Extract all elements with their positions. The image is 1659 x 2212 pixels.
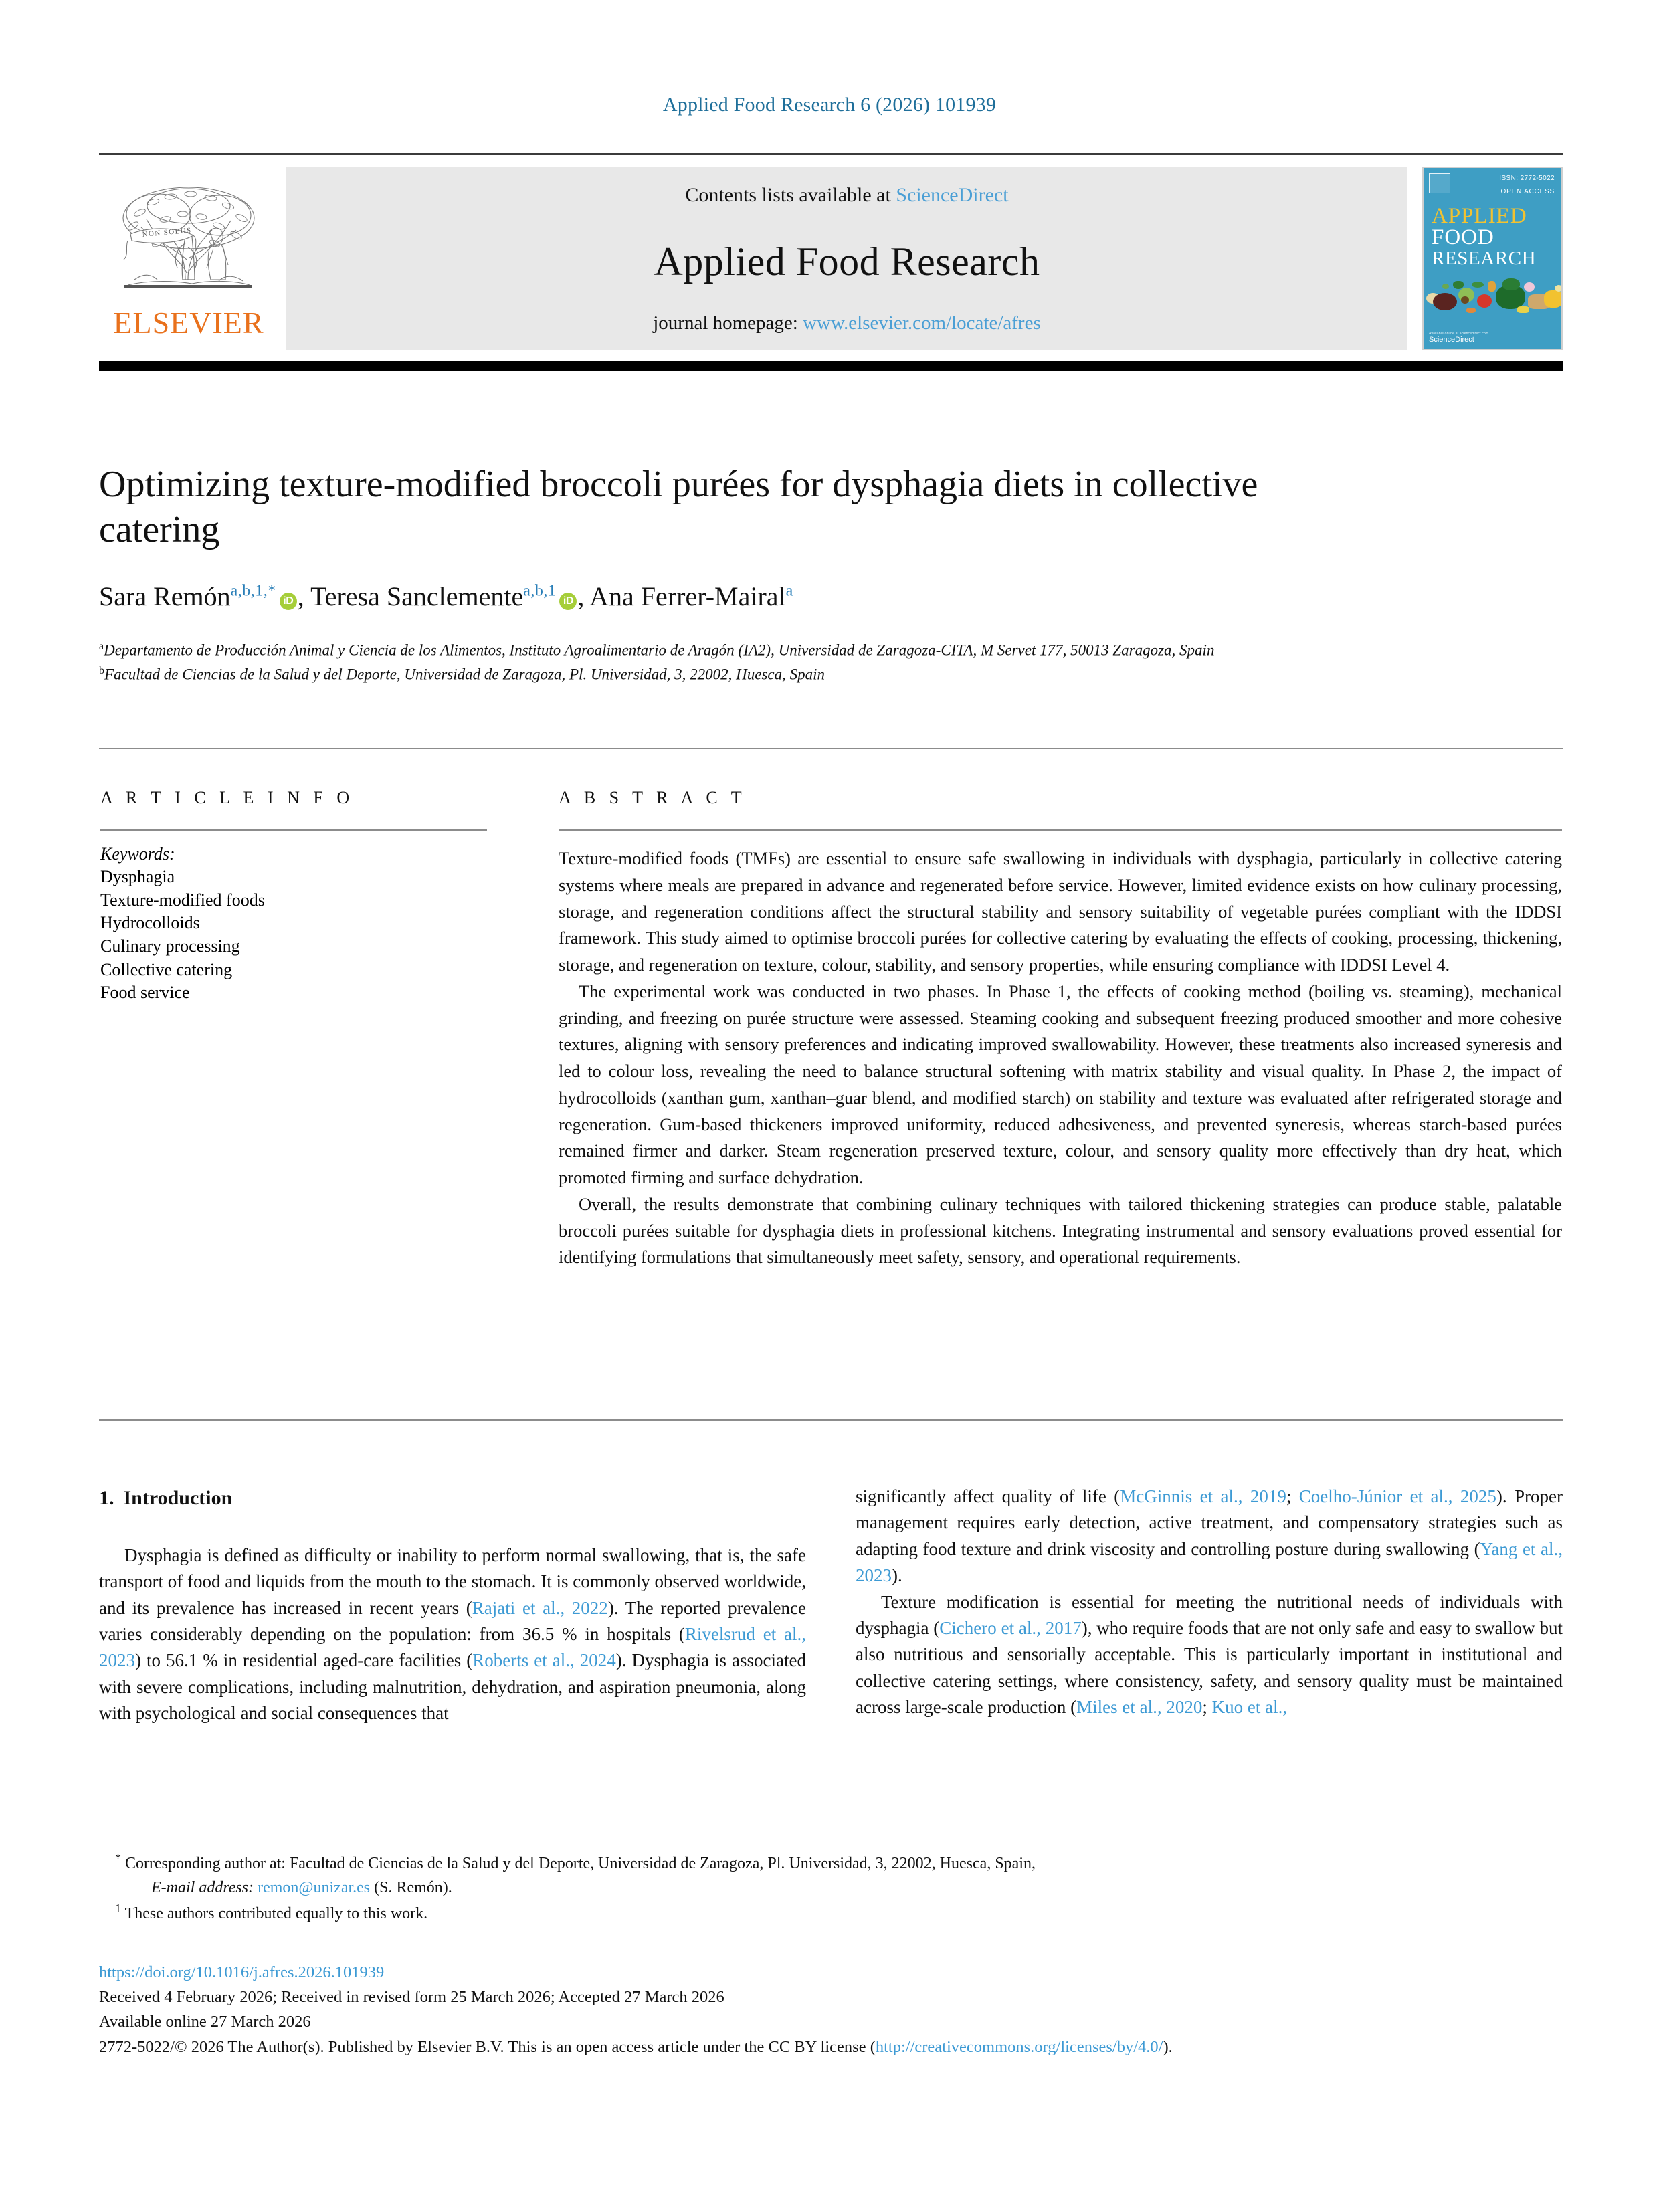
abstract-paragraph: Overall, the results demonstrate that combining culinary techniques with tailored thickening strategies can produce stable, palatable broccoli purées suitable for dysphagia diets in professional kitchens. Integrating instrumental and sensory evaluations proved essential for identifying formulations that simultaneously meet safety, sensory, and operational requirements. — [559, 1193, 1562, 1268]
doi-link[interactable]: https://doi.org/10.1016/j.afres.2026.101939 — [99, 1963, 385, 1981]
paragraph-text: ). The reported prevalence varies considerably depending on the population: from 36.5 % in hospitals ( — [99, 1597, 806, 1645]
paragraph-text: ). Dysphagia is associated with severe complications, including malnutrition, dehydration, and aspiration pneumonia, along with psychological and social consequences that — [99, 1650, 806, 1724]
keyword-item: Dysphagia — [100, 867, 175, 887]
footnote-text: These authors contributed equally to this work. — [124, 1905, 428, 1922]
citation-link[interactable]: Roberts et al., 2024 — [472, 1650, 616, 1671]
orcid-icon[interactable]: iD — [280, 593, 297, 610]
abstract-section-top-rule — [99, 748, 1563, 749]
article-info-rule — [100, 829, 487, 831]
cover-title-line3: RESEARCH — [1432, 247, 1537, 269]
copyright-suffix: ). — [1163, 2037, 1173, 2056]
affiliation-item — [99, 663, 1370, 687]
paragraph-text: Dysphagia is defined as difficulty or inability to perform normal swallowing, that is, the safe transport of food and liquids from the mouth to the stomach. It is commonly observed worldwide, and its prevalence has increased in recent years ( — [99, 1544, 806, 1618]
section-title: Introduction — [123, 1487, 233, 1509]
journal-masthead — [99, 153, 1563, 371]
cover-sciencedirect-logo — [1429, 332, 1488, 344]
keyword-item: Food service — [100, 983, 190, 1003]
citation-link[interactable]: Miles et al., 2020 — [1076, 1697, 1203, 1718]
footnote-equal-contribution — [99, 1900, 1563, 1926]
author-affiliation-marks: a,b,1,* — [230, 582, 276, 600]
citation-link[interactable]: Cichero et al., 2017 — [939, 1618, 1082, 1639]
intro-paragraph — [856, 1589, 1563, 1721]
copyright-line — [99, 2035, 1563, 2059]
keyword-item: Culinary processing — [100, 936, 240, 957]
email-label: E-mail address: — [151, 1879, 254, 1896]
copyright-prefix: 2772-5022/© 2026 The Author(s). Published by Elsevier B.V. This is an open access article under the CC BY license ( — [99, 2037, 876, 2056]
contents-prefix: Contents lists available at — [685, 184, 896, 206]
citation-link[interactable]: McGinnis et al., 2019 — [1120, 1486, 1286, 1506]
citation-separator: ; — [1286, 1486, 1299, 1506]
keyword-item: Texture-modified foods — [100, 890, 265, 910]
paragraph-text: Texture modification is essential for meeting the nutritional needs of individuals with dysphagia ( — [856, 1591, 1563, 1639]
publication-history: Received 4 February 2026; Received in revised form 25 March 2026; Accepted 27 March 2026 — [99, 1988, 724, 2007]
email-owner: (S. Remón). — [374, 1879, 452, 1896]
keyword-item: Collective catering — [100, 959, 233, 979]
journal-homepage-line — [653, 312, 1041, 334]
paragraph-text: ). Proper management requires early detection, active treatment, and compensatory strategies such as adapting food texture and drink viscosity and controlling posture during swallowing ( — [856, 1486, 1563, 1559]
abstract-heading: A B S T R A C T — [559, 788, 747, 807]
keyword-item: Hydrocolloids — [100, 913, 200, 933]
cover-platform: ScienceDirect — [1429, 336, 1474, 344]
publication-info — [99, 1960, 1563, 2059]
citation-link[interactable]: Rajati et al., 2022 — [472, 1597, 608, 1618]
license-link[interactable]: http://creativecommons.org/licenses/by/4.0/ — [875, 2037, 1163, 2056]
intro-paragraph-continued — [856, 1484, 1563, 1589]
affiliation-mark: b — [99, 664, 104, 676]
abstract-paragraph: The experimental work was conducted in two phases. In Phase 1, the effects of cooking method (boiling vs. steaming), mechanical grinding, and freezing on purée structure were assessed. Steaming cooking and subsequent freezing produced smoother and more cohesive textures, aligning with sensory preferences and indicating improved swallowability. However, these treatments also increased syneresis and led to colour loss, revealing the need to balance structural softening with matrix stability and visual quality. In Phase 2, the impact of hydrocolloids (xanthan gum, xanthan–guar blend, and modified starch) on stability and texture was evaluated after refrigerated storage and regeneration. Gum-based thickeners improved uniformity, reduced adhesiveness, and prevented syneresis, whereas starch-based purées remained firmer and darker. Steam regeneration preserved texture, colour, and sensory quality more effectively than dry heat, which promoted firming and surface dehydration. — [559, 981, 1562, 1187]
author-affiliation-marks: a — [785, 582, 793, 600]
masthead-bottom-bar — [99, 361, 1563, 371]
elsevier-wordmark: ELSEVIER — [113, 305, 264, 340]
paragraph-text: ) to 56.1 % in residential aged-care facilities ( — [135, 1650, 473, 1671]
author-name: Sara Remón — [99, 581, 231, 611]
orcid-icon[interactable]: iD — [559, 593, 577, 610]
section-number: 1. — [99, 1487, 114, 1509]
author-name: Teresa Sanclemente — [310, 581, 524, 611]
elsevier-logo — [99, 167, 286, 350]
footnote-corresponding-author — [99, 1849, 1563, 1876]
cover-issn: ISSN: 2772-5022 — [1499, 175, 1555, 182]
affiliation-mark: a — [99, 641, 104, 652]
elsevier-motto-text: NON SOLUS — [142, 226, 193, 239]
footnote-mark: * — [115, 1851, 121, 1865]
footnote-text: Corresponding author at: Facultad de Ciencias de la Salud y del Deporte, Universidad de Zaragoza, Pl. Universidad, 3, 22002, Huesca, Spain, — [125, 1855, 1036, 1872]
sciencedirect-link[interactable]: ScienceDirect — [896, 184, 1009, 206]
paragraph-text: ). — [892, 1565, 902, 1586]
doi-line — [99, 1960, 1563, 1985]
author-name: Ana Ferrer-Mairal — [589, 581, 786, 611]
cover-food-illustration — [1424, 272, 1561, 318]
author-separator: , — [577, 581, 590, 611]
affiliation-list — [99, 639, 1370, 686]
paragraph-text: significantly affect quality of life ( — [856, 1486, 1120, 1506]
page-title: Optimizing texture-modified broccoli purées for dysphagia diets in collective catering — [99, 464, 1258, 551]
citation-link[interactable]: Kuo et al., — [1211, 1697, 1288, 1718]
cover-elsevier-icon — [1429, 173, 1450, 193]
abstract-column — [559, 788, 1562, 1271]
affiliation-text: Departamento de Producción Animal y Ciencia de los Alimentos, Instituto Agroalimentario de Aragón (IA2), Universidad de Zaragoza-CITA, M Servet 177, 50013 Zaragoza, Spain — [104, 641, 1215, 659]
footnote-mark: 1 — [115, 1902, 121, 1915]
abstract-paragraph: Texture-modified foods (TMFs) are essential to ensure safe swallowing in individuals with dysphagia, particularly in collective catering systems where meals are prepared in advance and regenerated before service. However, limited evidence exists on how culinary processing, storage, and regeneration conditions affect the structural stability and sensory suitability of vegetable purées compliant with the IDDSI framework. This study aimed to optimise broccoli purées for collective catering by evaluating the effects of cooking, processing, thickening, storage, and regeneration on texture, colour, stability, and sensory properties, while ensuring compliance with IDDSI Level 4. — [559, 848, 1562, 975]
elsevier-tree-icon — [118, 179, 259, 306]
homepage-prefix: journal homepage: — [653, 312, 803, 334]
body-columns — [99, 1484, 1563, 1727]
citation-link[interactable]: Rivelsrud et al., 2023 — [99, 1624, 806, 1671]
contents-line — [685, 184, 1008, 207]
citation-link[interactable]: Coelho-Júnior et al., 2025 — [1298, 1486, 1496, 1506]
article-info-column — [100, 788, 502, 1005]
citation-separator: ; — [1202, 1697, 1212, 1718]
paragraph-text: ), who require foods that are not only safe and easy to swallow but also nutritious and sensorially acceptable. This is particularly important in institutional and collective catering settings, where consistency, safety, and sensory quality must be maintained across large-scale production ( — [856, 1618, 1563, 1718]
abstract-section-bottom-rule — [99, 1419, 1563, 1421]
cover-title-line1: APPLIED — [1432, 204, 1527, 228]
cover-platform-small: Available online at sciencedirect.com — [1429, 332, 1489, 336]
citation-link[interactable]: Yang et al., 2023 — [856, 1538, 1563, 1586]
masthead-banner — [286, 167, 1407, 350]
footnote-email-line — [99, 1876, 1563, 1900]
journal-title: Applied Food Research — [654, 239, 1040, 284]
masthead-top-rule — [99, 153, 1563, 155]
section-heading-introduction — [99, 1484, 806, 1513]
cover-title — [1432, 205, 1536, 268]
author-list — [99, 579, 1504, 614]
affiliation-item — [99, 639, 1370, 663]
article-info-heading: A R T I C L E I N F O — [100, 788, 355, 807]
intro-paragraph — [99, 1542, 806, 1727]
keywords-label: Keywords: — [100, 844, 175, 864]
journal-homepage-link[interactable]: www.elsevier.com/locate/afres — [803, 312, 1041, 334]
affiliation-text: Facultad de Ciencias de la Salud y del Deporte, Universidad de Zaragoza, Pl. Universidad, 3, 22002, Huesca, Spain — [104, 666, 825, 683]
author-affiliation-marks: a,b,1 — [523, 582, 557, 600]
cover-open-access-badge: OPEN ACCESS — [1500, 188, 1555, 195]
abstract-rule — [559, 829, 1562, 831]
email-link[interactable]: remon@unizar.es — [258, 1879, 371, 1896]
footnotes — [99, 1849, 1563, 1926]
running-head: Applied Food Research 6 (2026) 101939 — [662, 94, 997, 116]
body-column-left — [99, 1484, 806, 1727]
author-separator: , — [297, 581, 311, 611]
available-online: Available online 27 March 2026 — [99, 2013, 311, 2031]
body-column-right — [856, 1484, 1563, 1727]
journal-cover-thumbnail[interactable] — [1422, 167, 1563, 350]
cover-title-line2: FOOD — [1432, 225, 1494, 250]
